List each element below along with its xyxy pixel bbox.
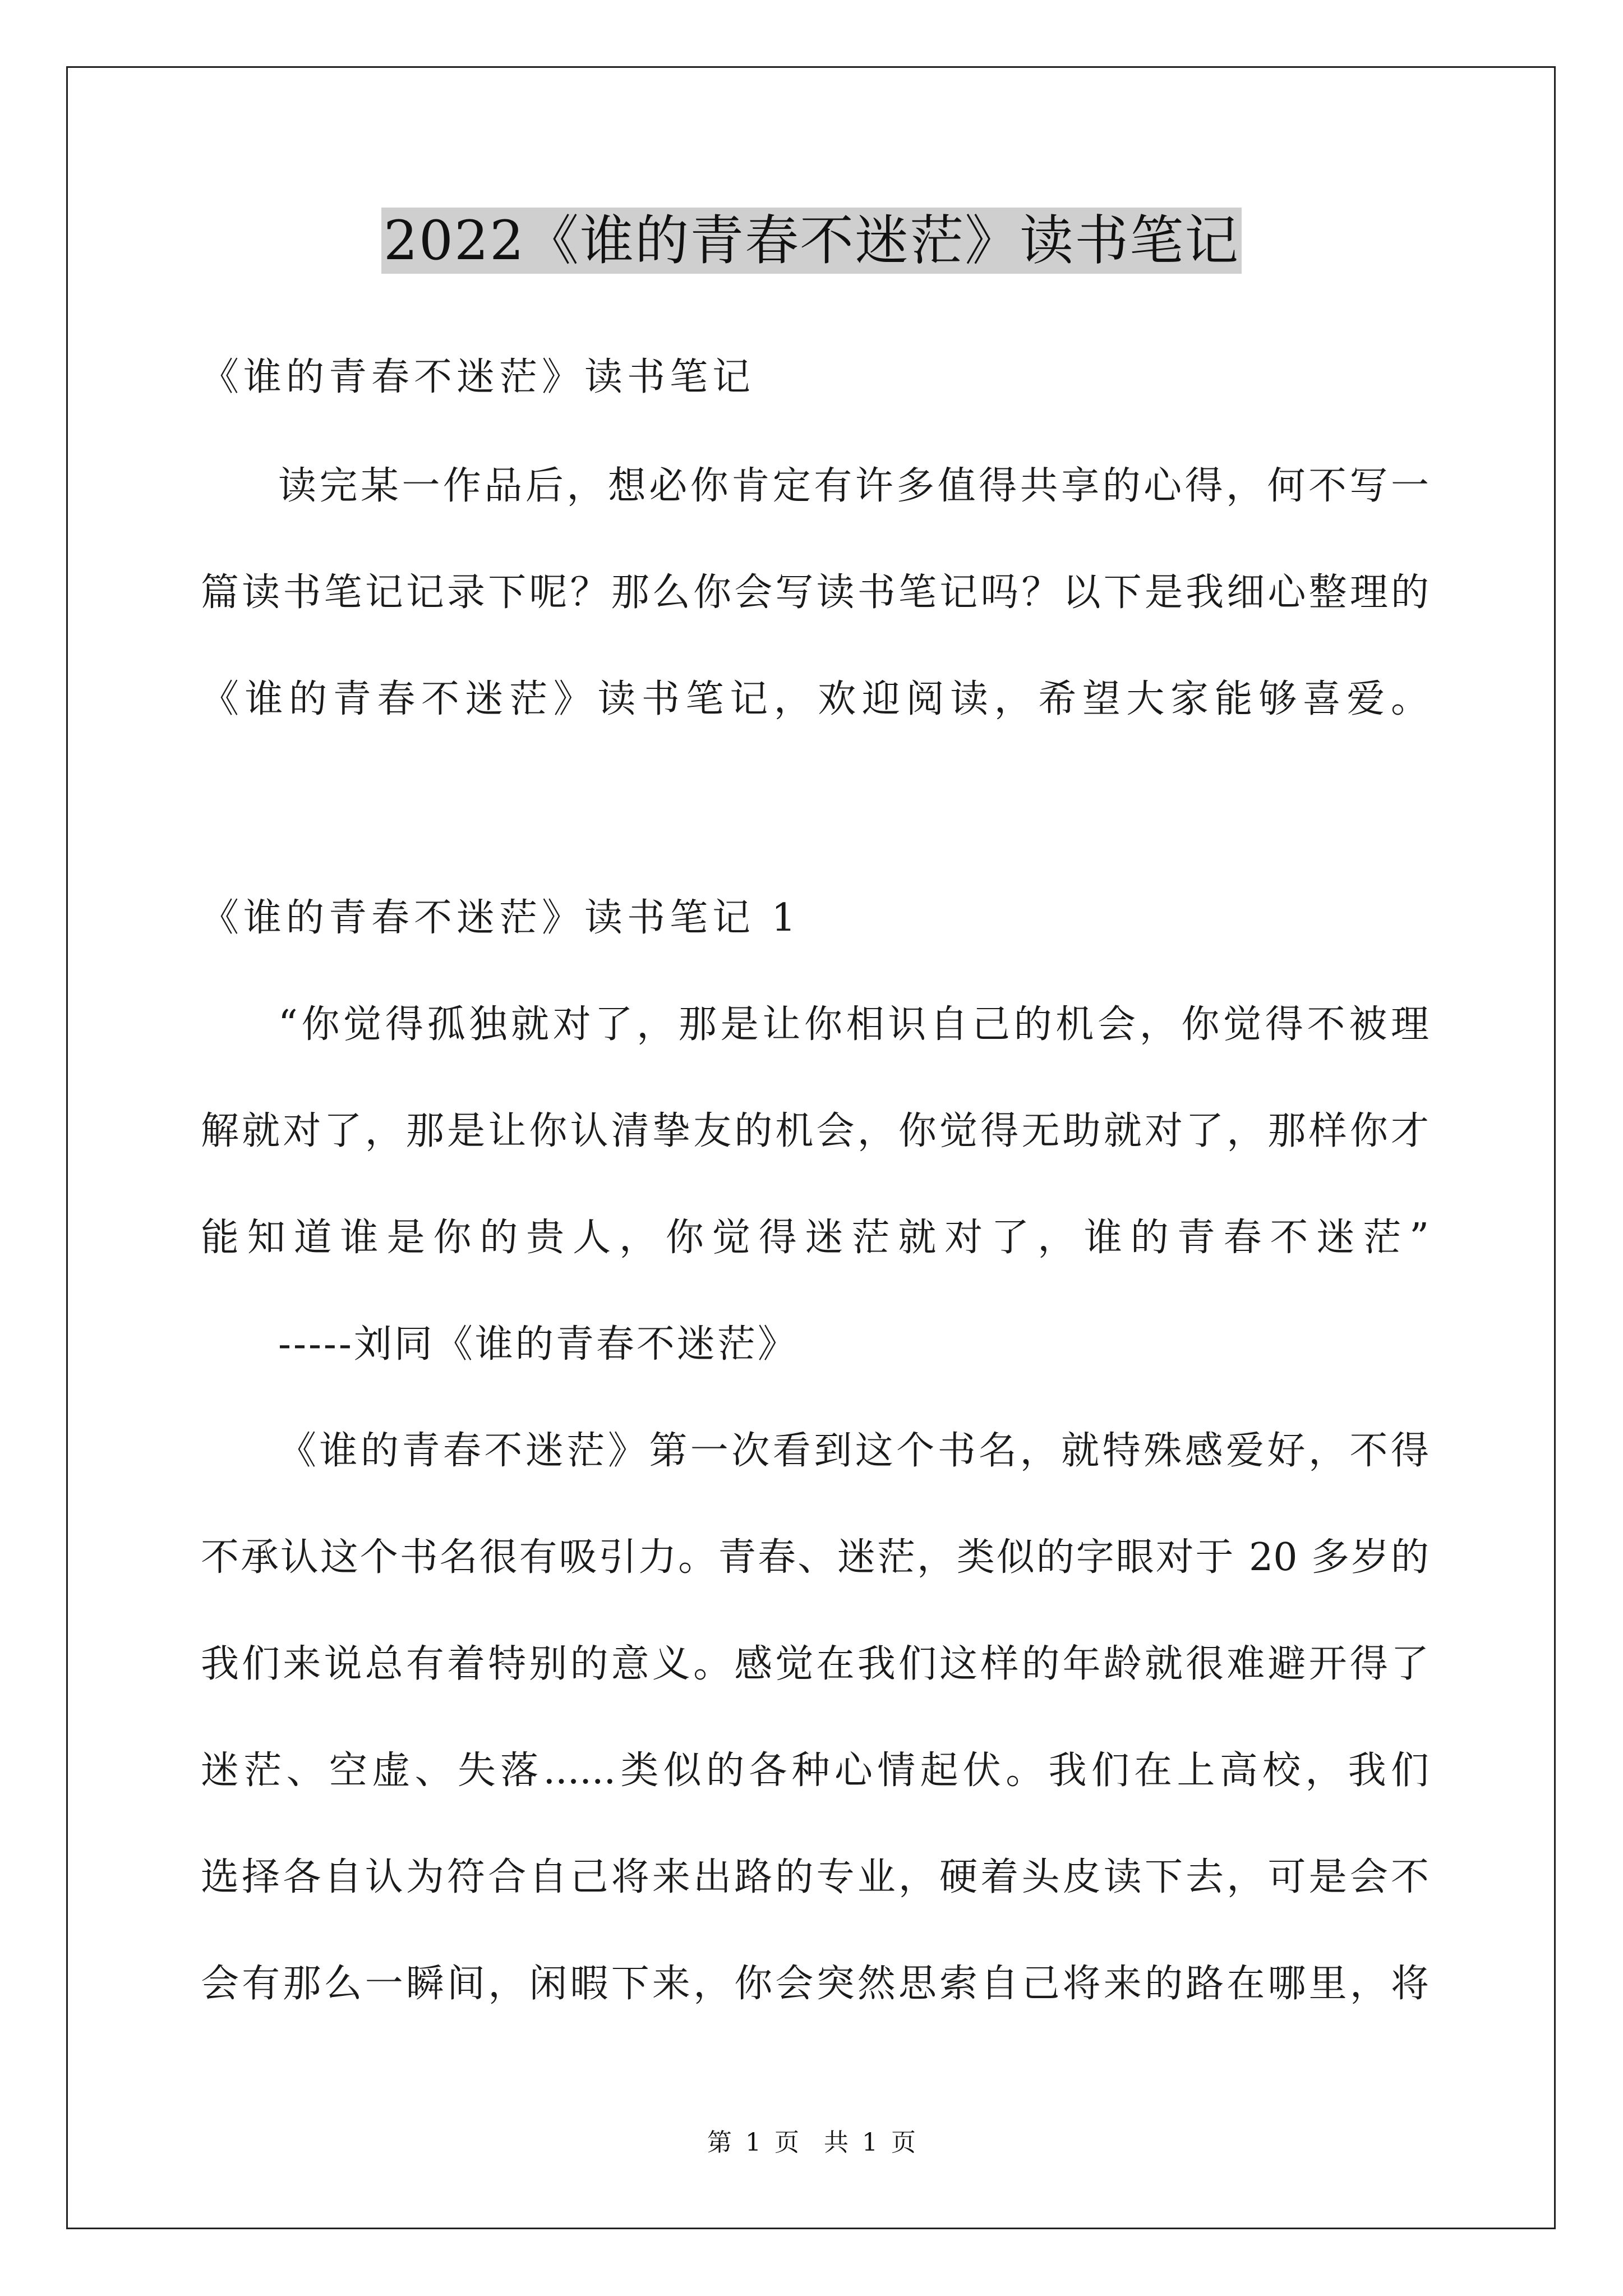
section-heading: 《谁的青春不迷茫》读书笔记 1 (201, 896, 800, 940)
intro-line-1: 读完某一作品后，想必你肯定有许多值得共享的心得，何不写一 (278, 464, 1429, 508)
body-line-1: 《谁的青春不迷茫》第一次看到这个书名，就特殊感爱好，不得 (278, 1429, 1429, 1473)
intro-line-3: 《谁的青春不迷茫》读书笔记，欢迎阅读，希望大家能够喜爱。 (201, 677, 1429, 721)
page-footer: 第 1 页 共 1 页 (707, 2128, 916, 2157)
intro-line-2: 篇读书笔记记录下呢？那么你会写读书笔记吗？以下是我细心整理的 (201, 570, 1429, 615)
document-title: 2022《谁的青春不迷茫》读书笔记 (381, 208, 1242, 274)
title-container (0, 208, 1623, 274)
body-line-4: 迷茫、空虚、失落......类似的各种心情起伏。我们在上高校，我们 (201, 1749, 1429, 1793)
quote-line-2: 解就对了，那是让你认清挚友的机会，你觉得无助就对了，那样你才 (201, 1109, 1429, 1153)
body-line-6: 会有那么一瞬间，闲暇下来，你会突然思索自己将来的路在哪里，将 (201, 1962, 1429, 2006)
attribution: -----刘同《谁的青春不迷茫》 (278, 1322, 798, 1366)
subtitle: 《谁的青春不迷茫》读书笔记 (201, 355, 755, 399)
body-line-2: 不承认这个书名很有吸引力。青春、迷茫，类似的字眼对于 20 多岁的 (201, 1535, 1429, 1580)
body-line-3: 我们来说总有着特别的意义。感觉在我们这样的年龄就很难避开得了 (201, 1642, 1429, 1686)
quote-line-1: “你觉得孤独就对了，那是让你相识自己的机会，你觉得不被理 (278, 1002, 1429, 1047)
body-line-5: 选择各自认为符合自己将来出路的专业，硬着头皮读下去，可是会不 (201, 1855, 1429, 1899)
quote-line-3: 能知道谁是你的贵人，你觉得迷茫就对了，谁的青春不迷茫” (201, 1216, 1429, 1260)
